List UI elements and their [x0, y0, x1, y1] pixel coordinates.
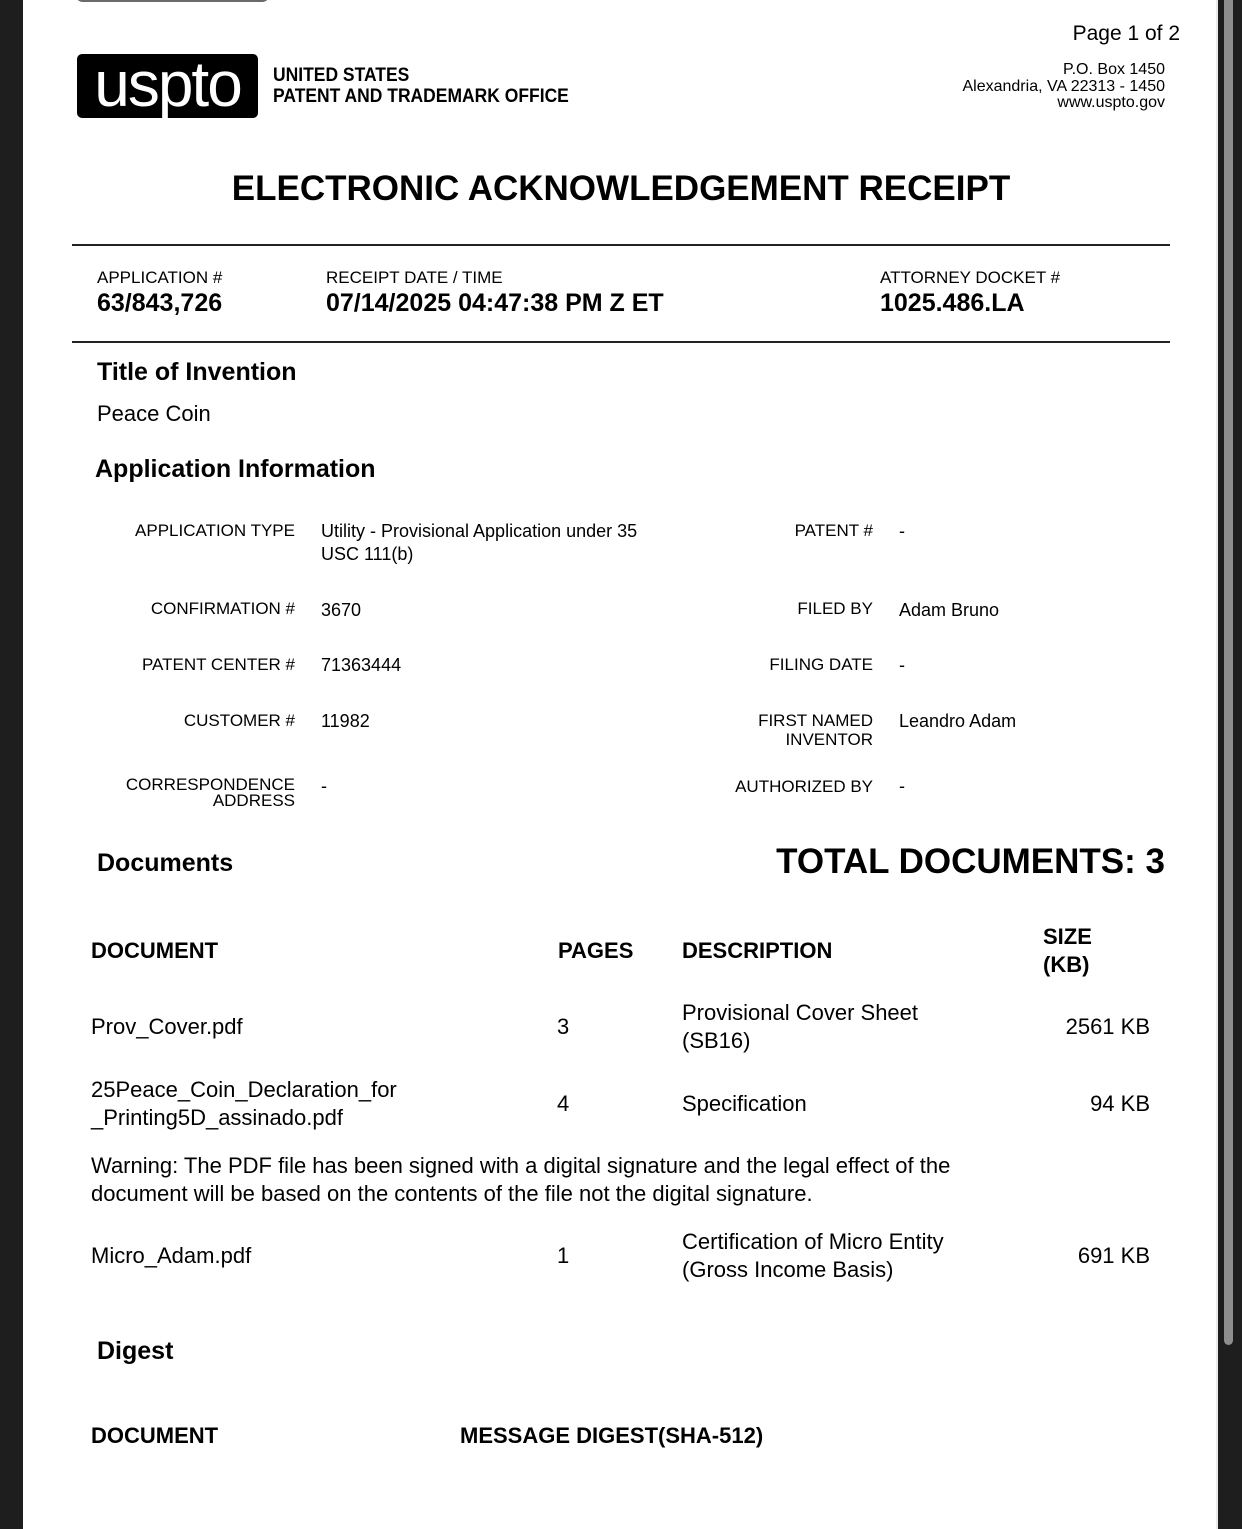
info-label-patent-center: PATENT CENTER # — [141, 655, 295, 674]
document-name: Micro_Adam.pdf — [91, 1243, 252, 1268]
info-value-first-named-inventor: Leandro Adam — [899, 711, 1017, 731]
column-header-description: DESCRIPTION — [682, 938, 833, 963]
org-name-line1: UNITED STATES — [273, 65, 410, 86]
info-value-filing-date: - — [899, 655, 905, 675]
column-header-document: DOCUMENT — [91, 938, 219, 963]
document-size: 691 KB — [1077, 1243, 1150, 1268]
application-information-heading: Application Information — [95, 455, 376, 483]
document-description: Specification — [682, 1091, 807, 1116]
digest-column-message-digest: MESSAGE DIGEST(SHA-512) — [460, 1423, 764, 1448]
attorney-docket-label: ATTORNEY DOCKET # — [880, 268, 1061, 287]
document-size: 94 KB — [1090, 1091, 1150, 1116]
address-po-box: P.O. Box 1450 — [1063, 61, 1165, 78]
org-name-line2: PATENT AND TRADEMARK OFFICE — [273, 86, 569, 107]
document-pages: 1 — [557, 1243, 570, 1268]
application-number-label: APPLICATION # — [97, 268, 223, 287]
previous-page-edge — [75, 0, 270, 2]
info-label-customer: CUSTOMER # — [183, 711, 295, 730]
receipt-date-label: RECEIPT DATE / TIME — [326, 268, 503, 287]
info-value-confirmation: 3670 — [321, 600, 362, 620]
title-of-invention-heading: Title of Invention — [97, 358, 297, 386]
page-indicator: Page 1 of 2 — [1072, 22, 1180, 45]
address-city: Alexandria, VA 22313 - 1450 — [962, 78, 1165, 95]
title-of-invention-value: Peace Coin — [97, 401, 211, 426]
info-value-patent-center: 71363444 — [321, 655, 402, 675]
column-header-size: SIZE (KB) — [1043, 924, 1092, 977]
total-documents: TOTAL DOCUMENTS: 3 — [776, 842, 1165, 881]
info-label-filed-by: FILED BY — [797, 599, 873, 618]
info-label-authorized-by: AUTHORIZED BY — [735, 777, 873, 796]
digest-column-document: DOCUMENT — [91, 1423, 219, 1448]
info-value-application-type: Utility - Provisional Application under 35 USC 111(b) — [321, 521, 638, 564]
documents-heading: Documents — [97, 849, 234, 877]
info-label-confirmation: CONFIRMATION # — [150, 599, 295, 618]
info-label-correspondence: CORRESPONDENCE ADDRESS — [125, 775, 295, 810]
document-pages: 3 — [557, 1014, 570, 1039]
document-title: ELECTRONIC ACKNOWLEDGEMENT RECEIPT — [231, 169, 1011, 208]
digital-signature-warning: Warning: The PDF file has been signed with a digital signature and the legal effect of the document will be based on the contents of the file not the digital signature. — [91, 1153, 951, 1206]
document-description: Certification of Micro Entity (Gross Income Basis) — [682, 1229, 944, 1282]
document-size: 2561 KB — [1065, 1014, 1150, 1039]
attorney-docket-value: 1025.486.LA — [880, 289, 1025, 317]
info-label-patent-number: PATENT # — [794, 521, 873, 540]
info-label-first-named-inventor: FIRST NAMED INVENTOR — [758, 711, 873, 749]
application-number-value: 63/843,726 — [97, 289, 223, 317]
info-value-correspondence: - — [321, 776, 327, 796]
info-value-patent-number: - — [899, 521, 905, 541]
document-description: Provisional Cover Sheet (SB16) — [682, 1000, 919, 1053]
info-label-filing-date: FILING DATE — [769, 655, 873, 674]
address-website[interactable]: www.uspto.gov — [1057, 94, 1165, 111]
uspto-logo-text: uspto — [94, 48, 241, 120]
document-name: Prov_Cover.pdf — [91, 1014, 243, 1039]
divider — [72, 244, 1170, 246]
info-value-authorized-by: - — [899, 776, 905, 796]
viewer-left-margin — [0, 0, 23, 1529]
document-name: 25Peace_Coin_Declaration_for_Printing5D_assinado.pdf — [91, 1077, 397, 1130]
document-pages: 4 — [557, 1091, 570, 1116]
info-value-filed-by: Adam Bruno — [899, 600, 1000, 620]
digest-heading: Digest — [97, 1337, 174, 1365]
receipt-date-value: 07/14/2025 04:47:38 PM Z ET — [326, 289, 664, 317]
divider — [72, 341, 1170, 343]
info-label-application-type: APPLICATION TYPE — [135, 521, 295, 540]
info-value-customer: 11982 — [321, 711, 370, 731]
column-header-pages: PAGES — [558, 938, 634, 963]
